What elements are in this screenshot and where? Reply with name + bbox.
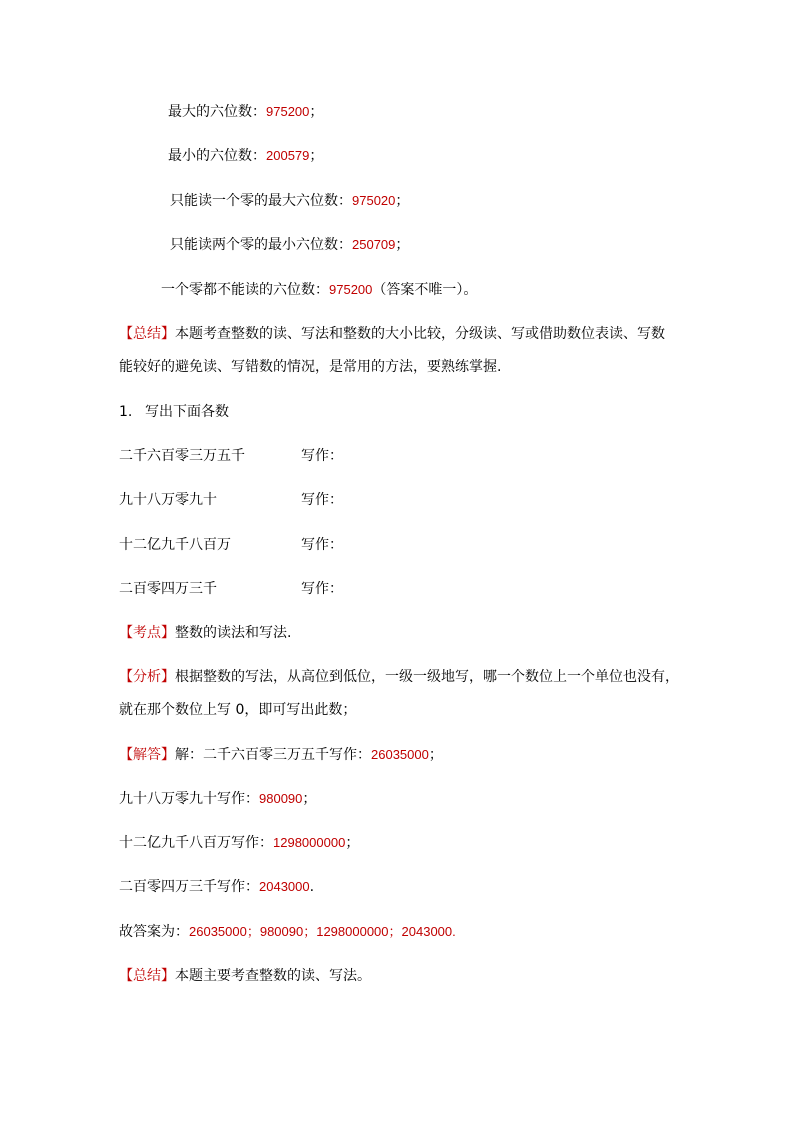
line-label: 最小的六位数：	[168, 148, 266, 164]
summary-text: 能较好的避免读、写错数的情况，是常用的方法，要熟练掌握.	[119, 359, 502, 375]
question-item-1-prompt	[301, 446, 343, 466]
question-item-4	[119, 579, 217, 599]
jieda-end: .	[309, 879, 315, 895]
question-item-2	[119, 490, 217, 510]
kaodian-line	[119, 623, 291, 643]
line-label: 只能读一个零的最大六位数：	[170, 193, 352, 209]
summary-tag: 【总结】	[119, 326, 175, 342]
jieda-value: 1298000000	[273, 835, 346, 850]
line-value: 250709	[352, 237, 396, 252]
top-line-2	[168, 146, 323, 166]
question-heading	[119, 402, 229, 422]
item-text: 九十八万零九十	[119, 492, 217, 508]
answer-label: 故答案为：	[119, 924, 189, 940]
item-text: 二百零四万三千	[119, 581, 217, 597]
fenxi-text: 根据整数的写法，从高位到低位，一级一级地写，哪一个数位上一个单位也没有，	[175, 669, 679, 685]
top-line-1	[168, 102, 323, 122]
summary2-text: 本题主要考查整数的读、写法。	[175, 968, 371, 984]
question-item-3	[119, 535, 231, 555]
jieda-label: 九十八万零九十写作：	[119, 791, 259, 807]
line-value: 975200	[266, 104, 310, 119]
kaodian-text: 整数的读法和写法.	[175, 625, 292, 641]
line-label: 一个零都不能读的六位数：	[161, 282, 329, 298]
line-value: 975200	[329, 282, 373, 297]
line-end: ；	[395, 193, 410, 209]
jieda-end: ；	[345, 835, 360, 851]
question-item-3-prompt	[301, 535, 343, 555]
jieda-value: 980090	[259, 791, 303, 806]
fenxi-line-2	[119, 700, 356, 720]
question-title: 写出下面各数	[145, 404, 229, 420]
line-end: ；	[395, 237, 410, 253]
summary-text: 本题考查整数的读、写法和整数的大小比较，分级读、写或借助数位表读、写数	[175, 326, 665, 342]
question-item-4-prompt	[301, 579, 343, 599]
item-prompt: 写作：	[301, 492, 343, 508]
jieda-value: 26035000	[371, 747, 429, 762]
answer-value: 26035000；980090；1298000000；2043000.	[189, 924, 456, 939]
item-text: 十二亿九千八百万	[119, 537, 231, 553]
question-number: 1.	[119, 404, 133, 420]
jieda-tag: 【解答】	[119, 747, 175, 763]
jieda-label: 二百零四万三千写作：	[119, 879, 259, 895]
summary-line-2	[119, 357, 501, 377]
fenxi-line-1	[119, 667, 679, 687]
top-line-5	[161, 280, 477, 300]
top-line-4	[170, 235, 409, 255]
fenxi-tag: 【分析】	[119, 669, 175, 685]
jieda-end: ；	[302, 791, 317, 807]
line-label: 只能读两个零的最小六位数：	[170, 237, 352, 253]
line-end: （答案不唯一）。	[372, 282, 478, 298]
item-prompt: 写作：	[301, 581, 343, 597]
item-prompt: 写作：	[301, 448, 343, 464]
jieda-line-4	[119, 877, 314, 897]
line-end: ；	[309, 104, 324, 120]
jieda-line-2	[119, 789, 316, 809]
item-prompt: 写作：	[301, 537, 343, 553]
jieda-end: ；	[428, 747, 443, 763]
fenxi-text: 就在那个数位上写 0，即可写出此数；	[119, 702, 357, 718]
line-label: 最大的六位数：	[168, 104, 266, 120]
jieda-label: 十二亿九千八百万写作：	[119, 835, 273, 851]
item-text: 二千六百零三万五千	[119, 448, 245, 464]
line-end: ；	[309, 148, 324, 164]
jieda-line-1	[119, 745, 443, 765]
top-line-3	[170, 191, 409, 211]
question-item-1	[119, 446, 245, 466]
jieda-value: 2043000	[259, 879, 310, 894]
jieda-label: 解：二千六百零三万五千写作：	[175, 747, 371, 763]
line-value: 200579	[266, 148, 310, 163]
summary2-tag: 【总结】	[119, 968, 175, 984]
jieda-line-3	[119, 833, 359, 853]
answer-line	[119, 922, 456, 942]
summary-line-1	[119, 324, 665, 344]
summary2-line	[119, 966, 371, 986]
line-value: 975020	[352, 193, 396, 208]
question-item-2-prompt	[301, 490, 343, 510]
kaodian-tag: 【考点】	[119, 625, 175, 641]
